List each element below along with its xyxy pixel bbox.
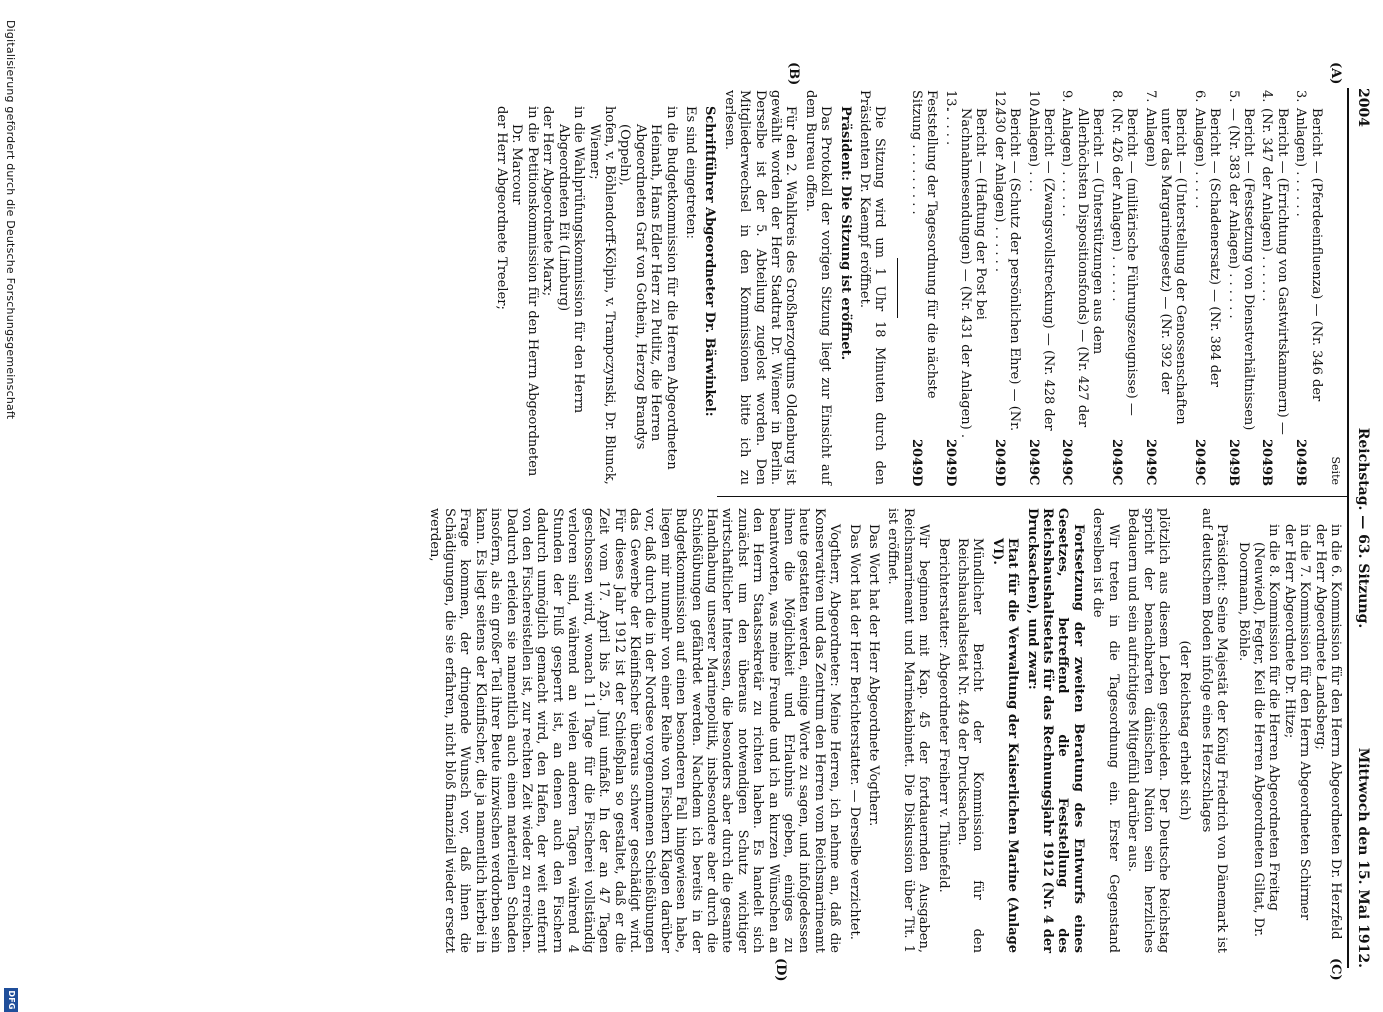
paragraph: Das Wort hat der Herr Berichterstatter. — Derselbe verzichtet. [846,524,862,940]
list-line: in die 8. Kommission für die Herren Abgeordneten Freitag (Neuwied), Fegter, Keil die Herren Abgeordneten Giltat, Dr. Doormann, Böhle. [1235,524,1282,937]
list-line: in die Wahlprüfungskommission für den Herrn Abgeordneten Eit (Limburg) [555,106,587,414]
agenda-item: Fortsetzung der zweiten Beratung des Entwurfs eines Gesetzes, betreffend die Feststellung des Reichshaushaltsetats für das Rechnungsjahr 1912 (Nr. 4 der Drucksachen), und zwar: [1024,508,1086,953]
paragraph: plötzlich aus diesem Leben geschieden. Der Deutsche Reichstag spricht der benachbarten dänischen Nation sein herzliches Bedauern und sein aufrichtiges Mitgefühl darüber aus. [1125,508,1171,953]
list-line: in die Petitionskommission für den Herrn Abgeordneten Dr. Marcour [509,106,540,477]
opening-paragraph: Die Sitzung wird um 1 Uhr 18 Minuten durch den Präsidenten Dr. Kaempf eröffnet. [857,90,888,485]
toc-item [1025,90,1056,485]
toc-page: 2049C [1142,439,1158,486]
toc-item [1059,90,1105,485]
toc-text: Bericht — (Festsetzung von Dienstverhältnissen) — (Nr. 383 der Anlagen) . . . . . . [1225,108,1256,431]
toc-page: 2049B [1259,439,1275,487]
toc-text: Bericht — (Pferdeeinfluenza) — (Nr. 346 der Anlagen) . . . . . . [1293,108,1324,402]
list-line: der Herr Abgeordnete Landsberg; [1312,524,1328,750]
toc-item [1108,90,1139,485]
margin-letter-c: (C) [1328,958,1343,981]
left-column [494,90,1343,485]
toc-item [1259,90,1290,485]
toc-text: Bericht — (militärische Führungszeugnisse) — (Nr. 426 der Anlagen) . . . . . . [1108,108,1140,416]
toc-page: 2049C [1059,439,1075,486]
paragraph: Es sind eingetreten: [682,106,698,239]
toc-page: 2049D [908,439,924,487]
toc-item [942,90,988,485]
separator-rule [897,258,898,318]
toc-num: 3. [1293,90,1309,103]
toc-num: 7. [1142,90,1158,103]
paragraph: Wir beginnen mit Kap. 45 der fortdauernden Ausgaben, Reichsmarineamt und Marinekabinett. Die Diskussion über Tit. 1 ist eröffnet. [885,508,932,953]
toc-num: 5. [1225,90,1241,103]
toc-page: 2049D [942,439,958,487]
dfg-logo: DFG [4,988,18,1012]
seite-label: Seite [1329,456,1342,485]
list-line: der Herr Abgeordnete Treeler; [494,106,510,310]
toc-item-feststellung [908,90,939,485]
header-title: Reichstag. — 63. Sitzung. [1355,427,1371,629]
toc-item [1293,90,1324,485]
right-column [422,508,1343,953]
column-divider [717,496,1347,497]
list-line: der Herr Abgeordnete Dr. Hitze; [1281,524,1297,739]
toc-text: Bericht — (Schadenersatz) — (Nr. 384 der Anlagen) . . . . . [1191,108,1223,387]
toc-num: 9. [1059,90,1075,103]
toc-item [1142,90,1188,485]
list-line: in die Budgetkommission für die Herren Abgeordneten Heinath, Hans Edler Herr zu Putlitz, die Herren Abgeordneten Graf von Gothein, Herzog Brandys (Oppeln), [617,106,679,470]
toc-item [1191,90,1222,485]
paragraph: Wir treten in die Tagesordnung ein. Erster Gegenstand derselben ist die [1090,508,1121,953]
footer [4,20,17,1010]
schriftfuehrer-paragraph: Schriftführer Abgeordneter Dr. Bärwinkel: [702,106,718,417]
toc-page: 2049C [1108,439,1124,486]
margin-letter-d: (D) [773,958,788,982]
toc-num: 12. [991,90,1007,111]
speech-paragraph: Vogtherr, Abgeordneter: Meine Herren, ich nehme an, daß die Konservativen und das Zentrum den Herren vom Reichsmarineamt heute gestatten werden, einige Worte zu sagen, und infolgedessen ihnen die Möglichkeit und Erlaubnis geben, einiges zu beantworten, was meine Freunde und ich an kurzen Wünschen an den Herrn Staatssekretär zu richten haben. Es handelt sich zunächst um den überaus notwendigen Schutz wichtiger wirtschaftlicher Interessen, die besonders aber durch die gesamte Handhabung unserer Marinepolitik, insbesondere aber durch die Schießübungen gefährdet werden. Nachdem ich bereits in der Budgetkommission auf einen besonderen Fall hingewiesen habe, liegen mir nunmehr von einer Reihe von Fischern Klagen darüber vor, daß durch die in der Nordsee vorgenommenen Schießübungen das Gewerbe der Kleinfischer überaus schwer geschädigt wird. Für dieses Jahr 1912 ist der Schießplan so gestaltet, daß er die Zeit vom 17. April bis 25. Juni umfaßt. In der an 47 Tagen geschossen wird, wonach 11 Tage für die Fischerei vollständig verloren sind, während an vielen anderen Tagen während 4 Stunden der Fluß gesperrt ist, an denen auch den Fischern dadurch unmöglich gemacht wird, den Hafen, der weit entfernt von den Fischereistellen ist, zur rechten Zeit wieder zu erreichen. Dadurch erleiden sie namentlich auch einen materiellen Schaden insofern, als ein großer Teil ihrer Beute inzwischen verdorben sein kann. Es liegt seitens der Kleinfischer, die ja namentlich hierbei in Frage kommen, der dringende Wunsch vor, daß ihnen die Schädigungen, die sie erfahren, nicht bloß finanziell wieder ersetzt werden, [426,508,843,953]
toc-text: Bericht — (Schutz der persönlichen Ehre) — (Nr. 430 der Anlagen) . . . . . . [991,108,1023,432]
footer-text: Digitalisierung gefördert durch die Deutsche Forschungsgemeinschaft [4,20,17,420]
toc-page: 2049B [1293,439,1309,487]
toc-text: Bericht — (Haftung der Post bei Nachnahmesendungen) — (Nr. 431 der Anlagen) . . . . . . [942,108,989,439]
agenda-reporter: Berichterstatter: Abgeordneter Freiherr v. Thünefeld. [935,538,951,893]
toc-page: 2049B [1225,439,1241,487]
margin-letter-b: (B) [786,62,801,86]
toc-text: Bericht — (Unterstützungen aus dem Allerhöchsten Dispositionsfonds) — (Nr. 427 der Anlagen) . . . . . . [1059,108,1106,428]
toc-item [991,90,1022,485]
header-date: Mittwoch den 15. Mai 1912. [1355,747,1371,968]
toc-item [1225,90,1256,485]
toc-page: 2049C [1191,439,1207,486]
list-line: in die 6. Kommission für den Herrn Abgeordneten Dr. Herzfeld [1328,524,1343,940]
toc-num: 4. [1259,90,1275,103]
list-line: der Herr Abgeordnete Marx; [540,106,556,297]
toc-page: 2049D [991,439,1007,487]
toc-num: 13. [942,90,958,111]
toc-text: Feststellung der Tagesordnung für die nächste Sitzung . . . . . . . . . [908,90,940,399]
toc-num: 6. [1191,90,1207,103]
paragraph: Das Wort hat der Herr Abgeordnete Vogtherr. [866,524,882,827]
list-line: in die 7. Kommission für den Herrn Abgeordneten Schirmer [1297,524,1313,921]
toc-num: 10. [1025,90,1041,111]
toc-page: 2049C [1025,439,1041,486]
president-paragraph: Präsident: Die Sitzung ist eröffnet. [837,106,853,361]
stage-direction: (der Reichstag erhebt sich) [1177,640,1193,821]
toc-text: Bericht — (Unterstellung der Genossenschaften unter das Margarinegesetz) — (Nr. 392 der Anlagen) [1142,108,1189,425]
agenda-subitem: Etat für die Verwaltung der Kaiserlichen Marine (Anlage VI). [989,538,1021,953]
page-number: 2004 [1355,88,1371,127]
agenda-report: Mündlicher Bericht der Kommission für den Reichshaushaltsetat Nr. 449 der Drucksachen. [955,538,986,953]
paragraph: Für den 2. Wahlkreis des Großherzogtums Oldenburg ist gewählt worden der Herr Stadtrat Dr. Wiemer in Berlin. Derselbe ist der 5. Abteilung zugelost worden. Den Mitgliederwechsel in den Kommissionen bitte ich zu verlesen. [721,90,799,485]
toc-text: Bericht — (Zwangsvollstreckung) — (Nr. 428 der Anlagen) . . . [1025,108,1057,431]
toc-num: 8. [1108,90,1124,103]
page-header [1347,88,1377,968]
list-line: hofen, v. Böhlendorff-Kölpin, v. Trampczynski, Dr. Blunck, Wiemer; [586,106,617,485]
paragraph: Das Protokoll der vorigen Sitzung liegt zur Einsicht auf dem Bureau offen. [802,90,834,485]
margin-letter-a: (A) [1328,62,1343,85]
president-paragraph: Präsident: Seine Majestät der König Friedrich von Dänemark ist auf deutschem Boden infolge eines Herzschlages [1198,508,1230,953]
toc-text: Bericht — (Errichtung von Gastwirtskammern) — (Nr. 347 der Anlagen) . . . . . . [1259,108,1290,435]
